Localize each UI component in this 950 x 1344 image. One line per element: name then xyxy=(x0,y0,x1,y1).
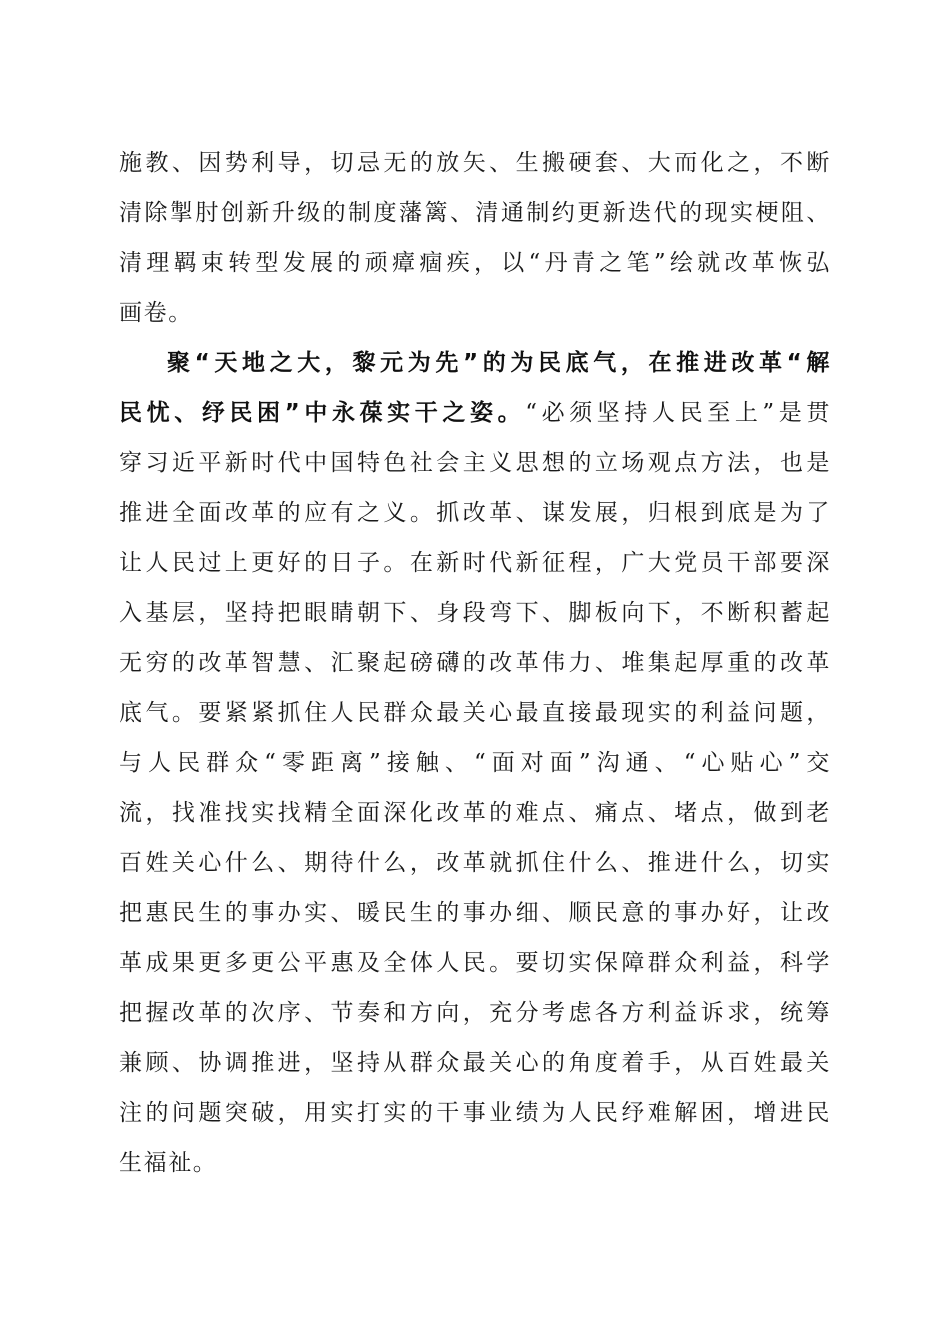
paragraph-2-line: 无穷的改革智慧、汇聚起磅礴的改革伟力、堆集起厚重的改革 xyxy=(119,650,831,676)
paragraph-1-line: 画卷。 xyxy=(119,300,193,326)
paragraph-2-line-mixed xyxy=(119,398,831,428)
paragraph-2-line: 流，找准找实找精全面深化改革的难点、痛点、堵点，做到老 xyxy=(119,800,831,826)
paragraph-2-line: 把握改革的次序、节奏和方向，充分考虑各方利益诉求，统筹 xyxy=(119,1000,831,1026)
paragraph-2-line: 兼顾、协调推进，坚持从群众最关心的角度着手，从百姓最关 xyxy=(119,1050,831,1076)
paragraph-1-line: 施教、因势利导，切忌无的放矢、生搬硬套、大而化之，不断 xyxy=(119,150,831,176)
paragraph-2-heading-line: 聚“天地之大，黎元为先”的为民底气，在推进改革“解 xyxy=(167,350,831,376)
paragraph-2-line: 革成果更多更公平惠及全体人民。要切实保障群众利益，科学 xyxy=(119,950,831,976)
paragraph-2-line: 生福祉。 xyxy=(119,1150,218,1176)
paragraph-1-line: 清理羁束转型发展的顽瘴痼疾，以“丹青之笔”绘就改革恢弘 xyxy=(119,250,831,276)
paragraph-2-line-rest: “必须坚持人民至上”是贯 xyxy=(525,400,832,426)
paragraph-1-line: 清除掣肘创新升级的制度藩篱、清通制约更新迭代的现实梗阻、 xyxy=(119,200,831,226)
paragraph-2-line: 把惠民生的事办实、暖民生的事办细、顺民意的事办好，让改 xyxy=(119,900,831,926)
paragraph-2-line: 入基层，坚持把眼睛朝下、身段弯下、脚板向下，不断积蓄起 xyxy=(119,600,831,626)
paragraph-2-line: 推进全面改革的应有之义。抓改革、谋发展，归根到底是为了 xyxy=(119,500,831,526)
paragraph-2-heading-end: 民忧、纾民困”中永葆实干之姿。 xyxy=(119,400,526,426)
paragraph-2-line: 注的问题突破，用实打实的干事业绩为人民纾难解困，增进民 xyxy=(119,1100,831,1126)
paragraph-2-line: 与人民群众“零距离”接触、“面对面”沟通、“心贴心”交 xyxy=(119,750,831,776)
paragraph-2-line: 百姓关心什么、期待什么，改革就抓住什么、推进什么，切实 xyxy=(119,850,831,876)
paragraph-2-line: 底气。要紧紧抓住人民群众最关心最直接最现实的利益问题， xyxy=(119,700,831,726)
paragraph-2-line: 让人民过上更好的日子。在新时代新征程，广大党员干部要深 xyxy=(119,550,831,576)
paragraph-2-line: 穿习近平新时代中国特色社会主义思想的立场观点方法，也是 xyxy=(119,450,831,476)
